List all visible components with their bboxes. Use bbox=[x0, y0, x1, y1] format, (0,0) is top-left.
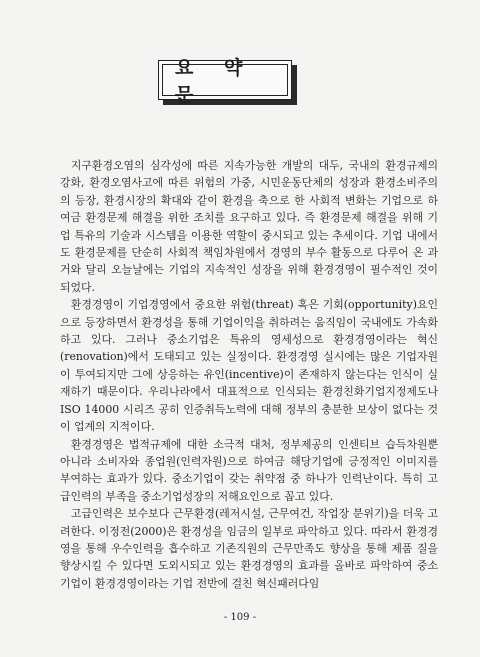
page-title: 요 약 문 bbox=[162, 64, 288, 96]
body-text bbox=[60, 157, 438, 592]
paragraph: 환경경영은 법적규제에 대한 소극적 대처, 정부제공의 인센티브 습득차원뿐 아니라 소비자와 종업원(인력자원)으로 하여금 해당기업에 긍정적인 이미지를 부여하는 효과가 있다. 중소기업이 갖는 취약점 중 하나가 인력난이다. 특히 고급인력의 부족을 중소기업성장의 저해요인으로 꼽고 있다. bbox=[60, 437, 438, 503]
paragraph: 환경경영이 기업경영에서 중요한 위험(threat) 혹은 기회(opportunity)요인으로 등장하면서 환경성을 통해 기업이익을 취하려는 움직임이 국내에도 가속화하고 있다. 그러나 중소기업은 특유의 영세성으로 환경경영이라는 혁신(renovation)에서 도태되고 있는 실정이다. 환경경영 실시에는 많은 기업자원이 투여되지만 그에 상응하는 유인(incentive)이 존재하지 않는다는 인식이 실재하기 때문이다. 우리나라에서 대표적으로 인식되는 환경친화기업지정제도나 ISO 14000 시리즈 공히 인증취득노력에 대해 정부의 충분한 보상이 없다는 것이 업계의 지적이다. bbox=[60, 298, 438, 434]
title-box bbox=[158, 57, 296, 106]
title-frame bbox=[158, 57, 292, 106]
paragraph: 고급인력은 보수보다 근무환경(레저시설, 근무여건, 작업장 분위기)을 더욱 고려한다. 이정전(2000)은 환경성을 임금의 일부로 파악하고 있다. 따라서 환경경영을 통해 우수인력을 흡수하고 기존직원의 근무만족도 향상을 통해 제품 질을 향상시킬 수 있다면 도외시되고 있는 환경경영의 효과를 올바로 파악하여 중소기업이 환경경영이라는 기업 전반에 걸친 혁신패러다임 bbox=[60, 507, 438, 590]
page-number: - 109 - bbox=[223, 612, 257, 623]
paragraph: 지구환경오염의 심각성에 따른 지속가능한 개발의 대두, 국내의 환경규제의 강화, 환경오염사고에 따른 위험의 가중, 시민운동단체의 성장과 환경소비주의의 등장, 환경시장의 확대와 같이 환경을 축으로 한 사회적 변화는 기업으로 하여금 환경문제 해결을 위한 조치를 요구하고 있다. 즉 환경문제 해결을 위해 기업 특유의 기술과 시스템을 이용한 역할이 중시되고 있는 추세이다. 기업 내에서도 환경문제를 단순히 사회적 책임차원에서 경영의 부수 활동으로 다루어 온 과거와 달리 오늘날에는 기업의 지속적인 성장을 위해 환경경영이 필수적인 것이 되었다. bbox=[60, 159, 438, 294]
